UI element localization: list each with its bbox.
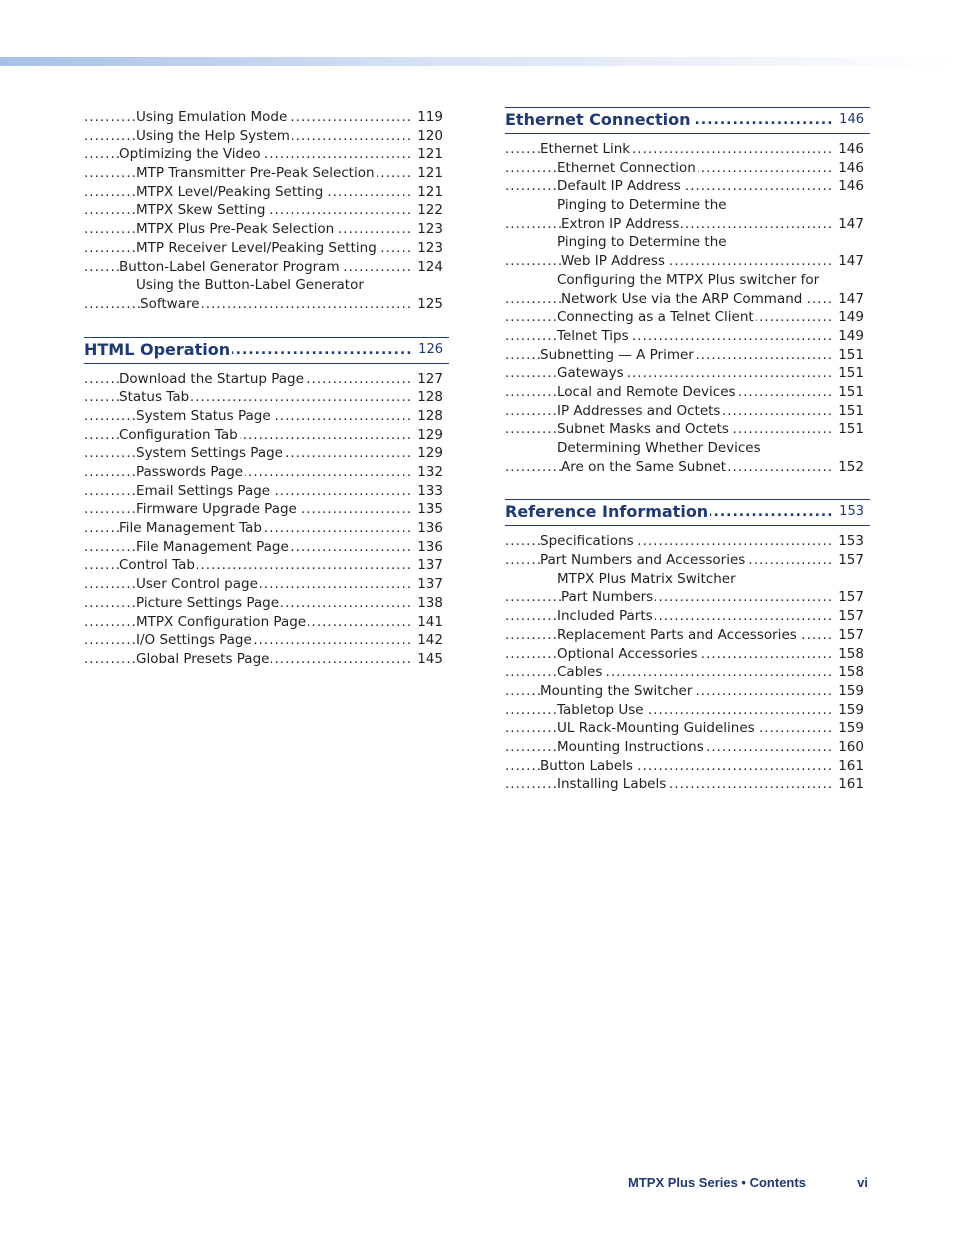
toc-entry-label[interactable]: Network Use via the ARP Command — [561, 290, 803, 307]
toc-entry-page[interactable]: 146 — [834, 177, 864, 196]
toc-entry-page[interactable]: 158 — [834, 663, 864, 682]
toc-entry[interactable] — [505, 140, 870, 159]
toc-entry-page[interactable]: 145 — [413, 650, 443, 669]
toc-entry-page[interactable]: 147 — [834, 290, 864, 309]
toc-entry-label[interactable]: Mounting Instructions — [557, 738, 704, 755]
toc-entry-page[interactable]: 158 — [834, 645, 864, 664]
toc-entry[interactable] — [505, 439, 870, 458]
toc-entry-page[interactable]: 152 — [834, 458, 864, 477]
toc-entry-page[interactable]: 121 — [413, 164, 443, 183]
toc-entry-label[interactable]: I/O Settings Page — [136, 632, 252, 649]
toc-html-entries — [84, 370, 449, 669]
toc-entry[interactable] — [505, 233, 870, 252]
toc-entry-page[interactable]: 121 — [413, 183, 443, 202]
toc-entry-label[interactable]: Global Presets Page — [136, 650, 270, 667]
toc-entry[interactable] — [505, 738, 870, 757]
toc-entry-page[interactable]: 125 — [413, 295, 443, 314]
toc-section-ethernet-connection[interactable] — [505, 108, 870, 134]
toc-entry-label[interactable]: Part Numbers and Accessories — [540, 552, 746, 569]
toc-entry-page[interactable]: 157 — [834, 588, 864, 607]
dot-leader — [505, 215, 864, 234]
footer-page-number: vi — [857, 1175, 868, 1190]
toc-entry[interactable] — [84, 127, 449, 146]
toc-entry[interactable] — [84, 500, 449, 519]
toc-entry-label[interactable]: Ethernet Link — [540, 141, 631, 157]
toc-entry-label[interactable]: MTPX Skew Setting — [136, 202, 266, 219]
toc-entry-label[interactable]: Subnet Masks and Octets — [557, 421, 729, 438]
toc-entry[interactable] — [84, 201, 449, 220]
toc-entry-page[interactable]: 160 — [834, 738, 864, 757]
toc-entry[interactable] — [84, 258, 449, 277]
toc-entry-label[interactable]: IP Addresses and Octets — [557, 402, 721, 419]
toc-entry[interactable] — [505, 645, 870, 664]
toc-entry-label[interactable]: MTPX Level/Peaking Setting — [136, 183, 324, 200]
toc-entry-page[interactable]: 146 — [834, 159, 864, 178]
toc-entry[interactable] — [84, 463, 449, 482]
toc-entry-page[interactable]: 151 — [834, 420, 864, 439]
toc-entry-page[interactable]: 151 — [834, 364, 864, 383]
toc-entry-label[interactable]: Extron IP Address — [561, 215, 680, 232]
page-footer — [628, 1175, 870, 1193]
toc-entry[interactable] — [505, 196, 870, 215]
section-title[interactable]: HTML Operation — [84, 339, 231, 359]
toc-entry-page[interactable]: 151 — [834, 402, 864, 421]
toc-entry-page[interactable]: 132 — [413, 463, 443, 482]
toc-entry-label[interactable]: File Management Tab — [119, 520, 262, 537]
toc-entry-label[interactable]: Status Tab — [119, 389, 190, 406]
toc-entry-page[interactable]: 151 — [834, 383, 864, 402]
toc-entry-label[interactable]: MTPX Configuration Page — [136, 613, 307, 630]
toc-entry-label[interactable]: Part Numbers — [561, 589, 654, 606]
section-title[interactable]: Reference Information — [505, 502, 709, 522]
toc-entry-label[interactable]: Pinging to Determine the — [557, 234, 727, 251]
dot-leader — [505, 588, 864, 607]
toc-entry[interactable] — [84, 370, 449, 389]
toc-entry-page[interactable]: 159 — [834, 719, 864, 738]
toc-entry-label[interactable]: Local and Remote Devices — [557, 383, 736, 400]
toc-entry-label[interactable]: Software — [140, 295, 200, 312]
toc-entry-page[interactable]: 138 — [413, 594, 443, 613]
toc-entry-page[interactable]: 122 — [413, 201, 443, 220]
toc-right-column — [505, 108, 870, 794]
toc-entry[interactable] — [505, 215, 870, 234]
toc-entry-label[interactable]: Configuration Tab — [119, 426, 238, 443]
toc-entry-page[interactable]: 120 — [413, 127, 443, 146]
toc-entry[interactable] — [505, 551, 870, 570]
toc-entry-page[interactable]: 137 — [413, 556, 443, 575]
toc-entry-page[interactable]: 159 — [834, 701, 864, 720]
toc-entry[interactable] — [84, 183, 449, 202]
toc-entry-label[interactable]: Determining Whether Devices — [557, 440, 761, 456]
toc-entry-label[interactable]: Using the Help System — [136, 127, 290, 144]
toc-entry[interactable] — [505, 570, 870, 589]
toc-entry[interactable] — [84, 426, 449, 445]
toc-entry[interactable] — [505, 159, 870, 178]
toc-entry-label[interactable]: System Settings Page — [136, 445, 283, 462]
toc-ethernet-entries — [505, 140, 870, 476]
toc-entry-page[interactable]: 123 — [413, 220, 443, 239]
toc-entry[interactable] — [84, 594, 449, 613]
toc-entry-page[interactable]: 151 — [834, 346, 864, 365]
toc-reference-entries — [505, 532, 870, 794]
toc-entry[interactable] — [505, 532, 870, 551]
toc-entry-label[interactable]: System Status Page — [136, 407, 271, 424]
toc-entry[interactable] — [84, 575, 449, 594]
toc-entry-label[interactable]: Mounting the Switcher — [540, 682, 693, 699]
dot-leader — [505, 252, 864, 271]
toc-section-reference-information[interactable] — [505, 500, 870, 526]
section-page-number[interactable]: 153 — [835, 502, 864, 522]
toc-entry-page[interactable]: 146 — [834, 140, 864, 159]
toc-entry-label[interactable]: Telnet Tips — [557, 327, 629, 344]
toc-entry[interactable] — [505, 607, 870, 626]
toc-entry-page[interactable]: 141 — [413, 613, 443, 632]
toc-entry[interactable] — [84, 407, 449, 426]
toc-entry[interactable] — [84, 631, 449, 650]
toc-entry-page[interactable]: 124 — [413, 258, 443, 277]
footer-title: MTPX Plus Series • Contents — [628, 1175, 806, 1190]
toc-entry[interactable] — [84, 276, 449, 295]
toc-entry[interactable] — [505, 420, 870, 439]
toc-entry[interactable] — [505, 626, 870, 645]
toc-entry[interactable] — [505, 682, 870, 701]
toc-entry-page[interactable]: 157 — [834, 626, 864, 645]
toc-entry-page[interactable]: 137 — [413, 575, 443, 594]
toc-entry-page[interactable]: 119 — [413, 108, 443, 127]
toc-entry[interactable] — [84, 220, 449, 239]
toc-entry-page[interactable]: 159 — [834, 682, 864, 701]
toc-entry-label[interactable]: Configuring the MTPX Plus switcher for — [557, 271, 820, 288]
toc-entry-label[interactable]: Using Emulation Mode — [136, 109, 288, 125]
toc-entry-label[interactable]: Button Labels — [540, 757, 633, 774]
toc-entry-label[interactable]: Picture Settings Page — [136, 594, 280, 611]
toc-entry[interactable] — [84, 482, 449, 501]
toc-entry[interactable] — [505, 458, 870, 477]
toc-entry-page[interactable]: 149 — [834, 308, 864, 327]
section-page-number[interactable]: 146 — [835, 110, 864, 130]
toc-entry[interactable] — [84, 388, 449, 407]
toc-entry-label[interactable]: Subnetting — A Primer — [540, 346, 694, 363]
toc-entry-label[interactable]: Installing Labels — [557, 776, 667, 793]
toc-entry-label[interactable]: Passwords Page — [136, 464, 244, 480]
toc-entry-page[interactable]: 149 — [834, 327, 864, 346]
toc-entry[interactable] — [84, 164, 449, 183]
toc-entry-page[interactable]: 133 — [413, 482, 443, 501]
header-gradient-bar — [0, 57, 954, 66]
toc-entry[interactable] — [84, 108, 449, 127]
toc-entry-label[interactable]: Download the Startup Page — [119, 370, 304, 387]
toc-entry-label[interactable]: Using the Button-Label Generator — [136, 277, 364, 294]
toc-entry-page[interactable]: 129 — [413, 426, 443, 445]
toc-left-column — [84, 108, 449, 669]
toc-entry-label[interactable]: Replacement Parts and Accessories — [557, 626, 797, 643]
toc-entry[interactable] — [505, 775, 870, 794]
toc-entry-label[interactable]: Specifications — [540, 533, 634, 550]
toc-entry-label[interactable]: Optimizing the Video — [119, 146, 261, 163]
toc-entry[interactable] — [505, 402, 870, 421]
toc-entry-label[interactable]: MTP Transmitter Pre-Peak Selection — [136, 165, 375, 182]
dot-leader — [84, 295, 443, 314]
toc-entry-label[interactable]: Pinging to Determine the — [557, 197, 727, 214]
toc-entry[interactable] — [84, 650, 449, 669]
toc-entry-page[interactable]: 157 — [834, 607, 864, 626]
toc-entry-label[interactable]: MTP Receiver Level/Peaking Setting — [136, 239, 377, 256]
toc-entry-label[interactable]: Button-Label Generator Program — [119, 258, 340, 275]
toc-continued-entries — [84, 108, 449, 314]
toc-entry-label[interactable]: UL Rack-Mounting Guidelines — [557, 720, 755, 737]
toc-entry-page[interactable]: 147 — [834, 252, 864, 271]
toc-entry-page[interactable]: 129 — [413, 444, 443, 463]
toc-entry-page[interactable]: 127 — [413, 370, 443, 389]
toc-entry-label[interactable]: Cables — [557, 664, 603, 681]
toc-entry[interactable] — [505, 252, 870, 271]
toc-entry[interactable] — [84, 444, 449, 463]
toc-entry[interactable] — [84, 145, 449, 164]
toc-entry[interactable] — [505, 346, 870, 365]
toc-entry-label[interactable]: Web IP Address — [561, 253, 665, 270]
toc-entry[interactable] — [84, 613, 449, 632]
toc-entry[interactable] — [505, 364, 870, 383]
toc-entry[interactable] — [505, 308, 870, 327]
toc-entry-page[interactable]: 161 — [834, 775, 864, 794]
toc-entry[interactable] — [84, 295, 449, 314]
toc-entry-label[interactable]: Gateways — [557, 365, 624, 382]
toc-entry-page[interactable]: 121 — [413, 145, 443, 164]
toc-entry-page[interactable]: 153 — [834, 532, 864, 551]
toc-entry[interactable] — [505, 701, 870, 720]
section-title[interactable]: Ethernet Connection — [505, 110, 691, 129]
toc-entry[interactable] — [505, 383, 870, 402]
toc-entry-page[interactable]: 135 — [413, 500, 443, 519]
toc-entry[interactable] — [84, 556, 449, 575]
toc-entry-label[interactable]: Firmware Upgrade Page — [136, 501, 297, 518]
toc-entry-label[interactable]: Are on the Same Subnet — [561, 458, 727, 475]
toc-entry-page[interactable]: 136 — [413, 519, 443, 538]
toc-entry-page[interactable]: 147 — [834, 215, 864, 234]
toc-entry-page[interactable]: 136 — [413, 538, 443, 557]
toc-entry-label[interactable]: File Management Page — [136, 538, 289, 555]
section-page-number[interactable]: 126 — [414, 340, 443, 360]
toc-entry[interactable] — [84, 239, 449, 258]
toc-entry[interactable] — [84, 519, 449, 538]
toc-entry[interactable] — [505, 290, 870, 309]
toc-entry[interactable] — [505, 327, 870, 346]
toc-entry-label[interactable]: Tabletop Use — [557, 701, 644, 718]
toc-entry-label[interactable]: Connecting as a Telnet Client — [557, 309, 754, 326]
toc-entry[interactable] — [84, 538, 449, 557]
toc-entry-page[interactable]: 128 — [413, 388, 443, 407]
toc-entry-page[interactable]: 157 — [834, 551, 864, 570]
toc-entry[interactable] — [505, 663, 870, 682]
toc-entry[interactable] — [505, 588, 870, 607]
toc-entry-label[interactable]: Email Settings Page — [136, 482, 271, 499]
toc-entry-label[interactable]: Ethernet Connection — [557, 159, 696, 176]
toc-entry-label[interactable]: Included Parts — [557, 608, 653, 625]
toc-entry-page[interactable]: 142 — [413, 631, 443, 650]
toc-entry[interactable] — [505, 719, 870, 738]
toc-entry-label[interactable]: MTPX Plus Matrix Switcher — [557, 570, 736, 587]
toc-entry-page[interactable]: 161 — [834, 757, 864, 776]
toc-entry-label[interactable]: Default IP Address — [557, 178, 681, 195]
toc-entry-page[interactable]: 128 — [413, 407, 443, 426]
toc-entry-label[interactable]: Control Tab — [119, 557, 195, 574]
toc-entry-label[interactable]: MTPX Plus Pre-Peak Selection — [136, 221, 335, 238]
toc-entry[interactable] — [505, 757, 870, 776]
toc-entry-page[interactable]: 123 — [413, 239, 443, 258]
toc-section-html-operation[interactable] — [84, 338, 449, 364]
toc-entry-label[interactable]: User Control page — [136, 576, 258, 593]
toc-entry[interactable] — [505, 271, 870, 290]
toc-entry[interactable] — [505, 177, 870, 196]
toc-entry-label[interactable]: Optional Accessories — [557, 645, 698, 662]
